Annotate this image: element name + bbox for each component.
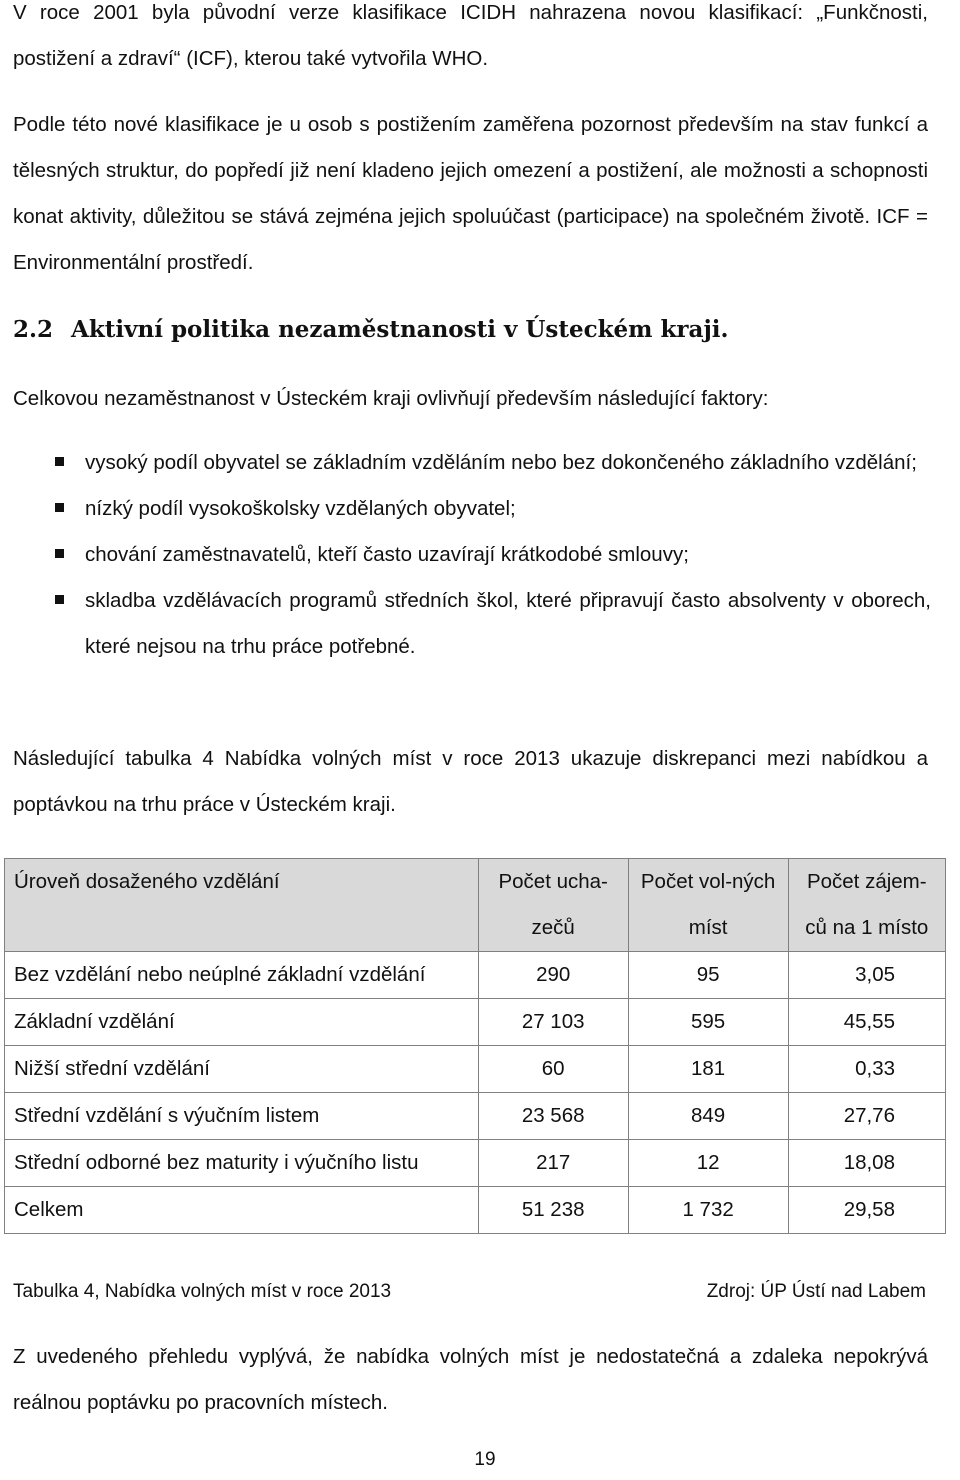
page-number: 19 [474,1449,496,1470]
square-bullet-icon [55,549,64,558]
paragraph-conclusion: Z uvedeného přehledu vyplývá, že nabídka volných míst je nedostatečná a zdaleka nepokrývá reálnou poptávku po pracovních místech. [13,1345,928,1414]
list-item-text: chování zaměstnavatelů, kteří často uzavírají krátkodobé smlouvy; [85,543,689,566]
paragraph-factors-intro: Celkovou nezaměstnanost v Ústeckém kraji ovlivňují především následující faktory: [13,387,769,410]
cell-applicants: 217 [478,1140,628,1187]
table-header-row [5,859,946,952]
list-item [13,532,931,578]
table-row [5,999,946,1046]
cell-applicants: 23 568 [478,1093,628,1140]
cell-ratio: 29,58 [788,1187,945,1234]
list-item [13,486,931,532]
table-row [5,1093,946,1140]
table-row [5,952,946,999]
table-row [5,1046,946,1093]
list-item [13,578,931,670]
table-source: Zdroj: ÚP Ústí nad Labem [706,1281,926,1302]
cell-vacancies: 595 [628,999,788,1046]
cell-vacancies: 12 [628,1140,788,1187]
vacancy-table [4,858,946,1234]
row-label: Celkem [5,1187,479,1234]
section-heading [13,310,729,350]
row-label: Střední odborné bez maturity i výučního listu [5,1140,479,1187]
section-number: 2.2 [13,316,54,343]
list-item-text: skladba vzdělávacích programů středních škol, které připravují často absolventy v oborech, které nejsou na trhu práce potřebné. [85,589,931,658]
cell-ratio: 27,76 [788,1093,945,1140]
row-label: Nižší střední vzdělání [5,1046,479,1093]
row-label: Střední vzdělání s výučním listem [5,1093,479,1140]
cell-vacancies: 181 [628,1046,788,1093]
cell-applicants: 51 238 [478,1187,628,1234]
header-applicants: Počet ucha-zečů [478,859,628,952]
header-education-level: Úroveň dosaženého vzdělání [5,859,479,952]
row-label: Základní vzdělání [5,999,479,1046]
table-row [5,1187,946,1234]
factor-list [13,440,931,670]
cell-ratio: 45,55 [788,999,945,1046]
section-title: Aktivní politika nezaměstnanosti v Ústeckém kraji. [71,316,729,343]
list-item-text: vysoký podíl obyvatel se základním vzděláním nebo bez dokončeného základního vzdělání; [85,451,917,474]
cell-applicants: 290 [478,952,628,999]
cell-vacancies: 849 [628,1093,788,1140]
list-item [13,440,931,486]
cell-ratio: 0,33 [788,1046,945,1093]
header-vacancies: Počet vol-ných míst [628,859,788,952]
cell-applicants: 60 [478,1046,628,1093]
square-bullet-icon [55,457,64,466]
square-bullet-icon [55,595,64,604]
paragraph-icf-classification: Podle této nové klasifikace je u osob s postižením zaměřena pozornost především na stav funkcí a tělesných struktur, do popředí již není kladeno jejich omezení a postižení, ale možnosti a schopnosti konat aktivity, důležitou se stává zejména jejich spoluúčast (participace) na společném životě. ICF = Environmentální prostředí. [13,113,928,274]
header-applicants-per-vacancy: Počet zájem-ců na 1 místo [788,859,945,952]
cell-applicants: 27 103 [478,999,628,1046]
paragraph-table-intro: Následující tabulka 4 Nabídka volných míst v roce 2013 ukazuje diskrepanci mezi nabídkou a poptávkou na trhu práce v Ústeckém kraji. [13,747,928,816]
cell-vacancies: 1 732 [628,1187,788,1234]
square-bullet-icon [55,503,64,512]
cell-ratio: 3,05 [788,952,945,999]
paragraph-icf-intro: V roce 2001 byla původní verze klasifikace ICIDH nahrazena novou klasifikací: „Funkčnosti, postižení a zdraví“ (ICF), kterou také vytvořila WHO. [13,1,928,70]
table-caption: Tabulka 4, Nabídka volných míst v roce 2013 [13,1281,392,1302]
cell-ratio: 18,08 [788,1140,945,1187]
cell-vacancies: 95 [628,952,788,999]
table-row [5,1140,946,1187]
list-item-text: nízký podíl vysokoškolsky vzdělaných obyvatel; [85,497,516,520]
row-label: Bez vzdělání nebo neúplné základní vzdělání [5,952,479,999]
